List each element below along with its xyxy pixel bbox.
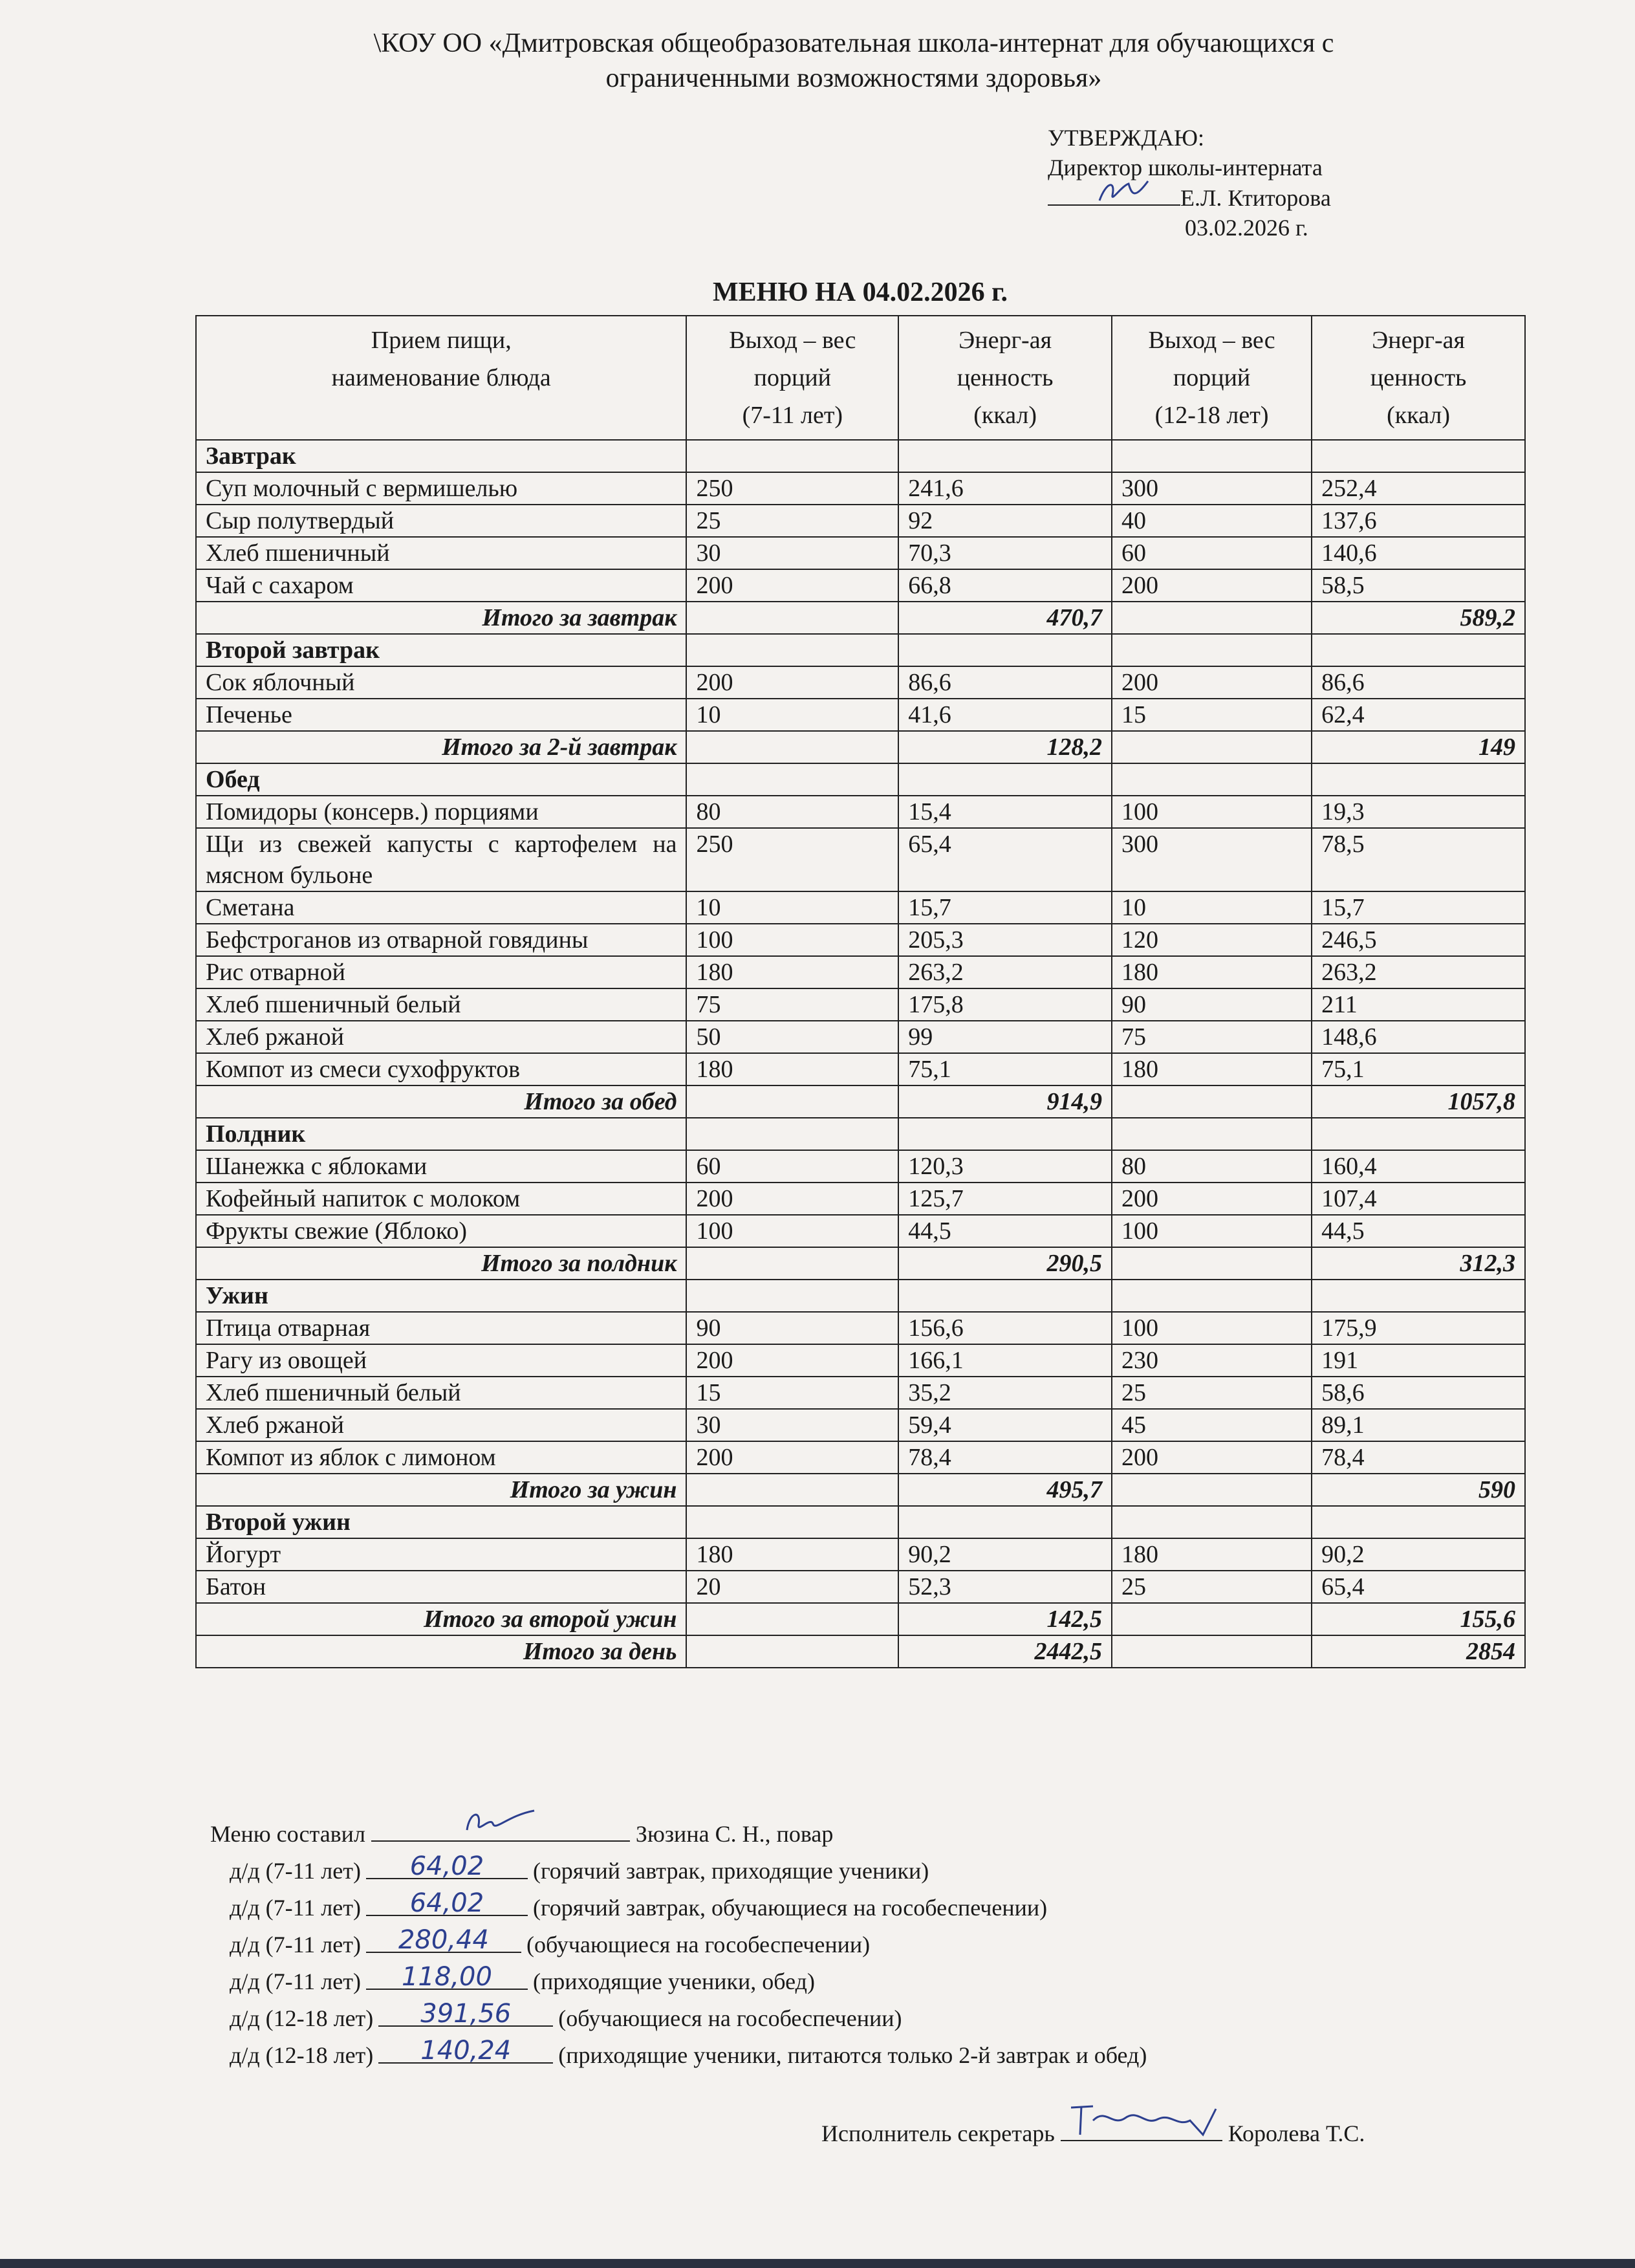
header-line: (12-18 лет) <box>1154 402 1269 429</box>
energy-12-18: 86,6 <box>1312 666 1525 699</box>
section-row <box>196 1280 1525 1312</box>
daily-cost-amount: 280,44 <box>398 1925 489 1955</box>
weight-12-18: 180 <box>1112 1053 1312 1085</box>
table-row <box>196 1183 1525 1215</box>
energy-12-18: 62,4 <box>1312 699 1525 731</box>
header-line: Энерг-ая <box>958 327 1052 354</box>
table-row <box>196 1053 1525 1085</box>
section-row <box>196 440 1525 472</box>
empty-cell <box>686 1118 898 1150</box>
daily-cost-label: д/д (7-11 лет) <box>230 1895 361 1921</box>
weight-12-18: 15 <box>1112 699 1312 731</box>
weight-7-11: 180 <box>686 1053 898 1085</box>
empty-cell <box>1112 634 1312 666</box>
total-energy-7-11: 470,7 <box>898 602 1112 634</box>
table-row <box>196 1150 1525 1183</box>
energy-7-11: 263,2 <box>898 956 1112 988</box>
daily-cost-label: д/д (12-18 лет) <box>230 2042 374 2068</box>
energy-12-18: 252,4 <box>1312 472 1525 505</box>
header-line: Выход – вес <box>1148 327 1275 354</box>
daily-cost-note: (горячий завтрак, обучающиеся на гособеспечении) <box>532 1895 1048 1921</box>
empty-cell <box>686 1280 898 1312</box>
empty-cell <box>1112 440 1312 472</box>
empty-cell <box>1112 1603 1312 1635</box>
empty-cell <box>898 763 1112 796</box>
empty-cell <box>1312 634 1525 666</box>
daily-cost-blank <box>366 1889 528 1916</box>
approval-heading: УТВЕРЖДАЮ: <box>1048 125 1205 151</box>
day-total-label: Итого за день <box>196 1635 686 1668</box>
composed-row <box>210 1815 1147 1852</box>
weight-7-11: 180 <box>686 1538 898 1571</box>
empty-cell <box>1112 602 1312 634</box>
energy-12-18: 191 <box>1312 1344 1525 1377</box>
section-total-row <box>196 602 1525 634</box>
energy-12-18: 175,9 <box>1312 1312 1525 1344</box>
table-row <box>196 1021 1525 1053</box>
daily-cost-rows <box>210 1852 1147 2073</box>
empty-cell <box>1312 763 1525 796</box>
daily-cost-label: д/д (12-18 лет) <box>230 2005 374 2031</box>
weight-7-11: 250 <box>686 472 898 505</box>
table-row <box>196 1377 1525 1409</box>
weight-7-11: 25 <box>686 505 898 537</box>
total-energy-12-18: 155,6 <box>1312 1603 1525 1635</box>
section-total-row <box>196 1247 1525 1280</box>
energy-12-18: 148,6 <box>1312 1021 1525 1053</box>
dish-name: Фрукты свежие (Яблоко) <box>196 1215 686 1247</box>
energy-7-11: 52,3 <box>898 1571 1112 1603</box>
section-total-row <box>196 1603 1525 1635</box>
energy-7-11: 41,6 <box>898 699 1112 731</box>
empty-cell <box>898 1280 1112 1312</box>
daily-cost-label: д/д (7-11 лет) <box>230 1968 361 1994</box>
weight-12-18: 10 <box>1112 891 1312 924</box>
header-energy-7-11 <box>898 316 1112 440</box>
approval-block <box>1048 123 1331 243</box>
empty-cell <box>1312 1280 1525 1312</box>
organization-line-2: ограниченными возможностями здоровья» <box>605 63 1102 93</box>
energy-7-11: 35,2 <box>898 1377 1112 1409</box>
day-total-row <box>196 1635 1525 1668</box>
table-row <box>196 1538 1525 1571</box>
empty-cell <box>1112 1506 1312 1538</box>
energy-12-18: 78,4 <box>1312 1441 1525 1474</box>
weight-12-18: 200 <box>1112 1183 1312 1215</box>
energy-12-18: 65,4 <box>1312 1571 1525 1603</box>
empty-cell <box>1112 1280 1312 1312</box>
empty-cell <box>1312 1118 1525 1150</box>
energy-7-11: 15,4 <box>898 796 1112 828</box>
empty-cell <box>1312 1506 1525 1538</box>
header-weight-12-18 <box>1112 316 1312 440</box>
weight-7-11: 200 <box>686 1344 898 1377</box>
organization-line-1: \КОУ ОО «Дмитровская общеобразовательная школа-интернат для обучающихся с <box>373 28 1334 58</box>
empty-cell <box>686 1474 898 1506</box>
weight-12-18: 75 <box>1112 1021 1312 1053</box>
daily-cost-note: (приходящие ученики, питаются только 2-й завтрак и обед) <box>558 2042 1147 2068</box>
energy-7-11: 92 <box>898 505 1112 537</box>
weight-7-11: 200 <box>686 1183 898 1215</box>
total-energy-12-18: 590 <box>1312 1474 1525 1506</box>
empty-cell <box>1112 1247 1312 1280</box>
header-weight-7-11 <box>686 316 898 440</box>
section-name: Ужин <box>196 1280 686 1312</box>
total-energy-12-18: 312,3 <box>1312 1247 1525 1280</box>
table-row <box>196 666 1525 699</box>
weight-7-11: 75 <box>686 988 898 1021</box>
approval-position: Директор школы-интерната <box>1048 155 1323 180</box>
total-label: Итого за обед <box>196 1085 686 1118</box>
table-row <box>196 537 1525 569</box>
weight-12-18: 25 <box>1112 1571 1312 1603</box>
composer-signature-mark <box>462 1804 539 1839</box>
dish-name: Щи из свежей капусты с картофелем на мясном бульоне <box>196 828 686 891</box>
executor-label: Исполнитель секретарь <box>821 2121 1055 2146</box>
daily-cost-blank <box>366 1926 521 1953</box>
energy-7-11: 75,1 <box>898 1053 1112 1085</box>
energy-7-11: 205,3 <box>898 924 1112 956</box>
energy-12-18: 140,6 <box>1312 537 1525 569</box>
dish-name: Хлеб пшеничный <box>196 537 686 569</box>
table-row <box>196 569 1525 602</box>
energy-12-18: 58,6 <box>1312 1377 1525 1409</box>
empty-cell <box>686 763 898 796</box>
weight-12-18: 100 <box>1112 1312 1312 1344</box>
empty-cell <box>686 1635 898 1668</box>
director-signature <box>1048 182 1180 206</box>
energy-12-18: 246,5 <box>1312 924 1525 956</box>
executor-row <box>821 2114 1365 2147</box>
dish-name: Йогурт <box>196 1538 686 1571</box>
dish-name: Птица отварная <box>196 1312 686 1344</box>
header-line: ценность <box>1370 364 1467 391</box>
energy-7-11: 59,4 <box>898 1409 1112 1441</box>
daily-cost-row <box>210 1852 1147 1889</box>
table-row <box>196 891 1525 924</box>
header-line: Выход – вес <box>729 327 856 354</box>
weight-7-11: 90 <box>686 1312 898 1344</box>
weight-12-18: 200 <box>1112 1441 1312 1474</box>
energy-7-11: 86,6 <box>898 666 1112 699</box>
energy-7-11: 65,4 <box>898 828 1112 891</box>
dish-name: Хлеб пшеничный белый <box>196 1377 686 1409</box>
total-label: Итого за ужин <box>196 1474 686 1506</box>
executor-signature-mark <box>1067 2095 1222 2140</box>
table-row <box>196 1215 1525 1247</box>
energy-7-11: 44,5 <box>898 1215 1112 1247</box>
total-label: Итого за второй ужин <box>196 1603 686 1635</box>
dish-name: Хлеб ржаной <box>196 1021 686 1053</box>
energy-12-18: 89,1 <box>1312 1409 1525 1441</box>
daily-cost-row <box>210 1889 1147 1926</box>
daily-cost-blank <box>366 1963 528 1990</box>
weight-12-18: 230 <box>1112 1344 1312 1377</box>
weight-7-11: 80 <box>686 796 898 828</box>
daily-cost-note: (обучающиеся на гособеспечении) <box>526 1932 871 1957</box>
energy-7-11: 70,3 <box>898 537 1112 569</box>
executor-name: Королева Т.С. <box>1228 2121 1365 2146</box>
dish-name: Компот из яблок с лимоном <box>196 1441 686 1474</box>
empty-cell <box>686 1506 898 1538</box>
empty-cell <box>686 634 898 666</box>
table-row <box>196 1344 1525 1377</box>
section-name: Второй завтрак <box>196 634 686 666</box>
daily-cost-row <box>210 2036 1147 2073</box>
total-energy-12-18: 149 <box>1312 731 1525 763</box>
section-row <box>196 1506 1525 1538</box>
table-row <box>196 796 1525 828</box>
dish-name: Рагу из овощей <box>196 1344 686 1377</box>
empty-cell <box>898 1506 1112 1538</box>
approval-date: 03.02.2026 г. <box>1185 215 1308 241</box>
dish-name: Сок яблочный <box>196 666 686 699</box>
dish-name: Компот из смеси сухофруктов <box>196 1053 686 1085</box>
table-row <box>196 699 1525 731</box>
empty-cell <box>686 1247 898 1280</box>
composer-signature <box>371 1815 630 1842</box>
table-row <box>196 472 1525 505</box>
weight-7-11: 20 <box>686 1571 898 1603</box>
weight-12-18: 60 <box>1112 537 1312 569</box>
weight-12-18: 25 <box>1112 1377 1312 1409</box>
weight-7-11: 180 <box>686 956 898 988</box>
table-row <box>196 1312 1525 1344</box>
weight-7-11: 30 <box>686 537 898 569</box>
section-total-row <box>196 1474 1525 1506</box>
empty-cell <box>1112 763 1312 796</box>
total-label: Итого за 2-й завтрак <box>196 731 686 763</box>
empty-cell <box>1112 1118 1312 1150</box>
daily-cost-note: (горячий завтрак, приходящие ученики) <box>532 1858 929 1884</box>
weight-12-18: 120 <box>1112 924 1312 956</box>
energy-12-18: 211 <box>1312 988 1525 1021</box>
dish-name: Батон <box>196 1571 686 1603</box>
director-signature-mark <box>1093 176 1151 208</box>
empty-cell <box>1112 1635 1312 1668</box>
weight-12-18: 100 <box>1112 1215 1312 1247</box>
energy-12-18: 90,2 <box>1312 1538 1525 1571</box>
daily-cost-blank <box>366 1852 528 1879</box>
table-row <box>196 988 1525 1021</box>
daily-cost-amount: 391,56 <box>420 1999 512 2029</box>
dish-name: Печенье <box>196 699 686 731</box>
composed-name: Зюзина С. Н., повар <box>635 1821 834 1847</box>
header-line: (7-11 лет) <box>742 402 843 429</box>
menu-title: МЕНЮ НА 04.02.2026 г. <box>713 278 1008 307</box>
total-energy-7-11: 914,9 <box>898 1085 1112 1118</box>
daily-cost-row <box>210 2000 1147 2036</box>
table-row <box>196 956 1525 988</box>
energy-7-11: 90,2 <box>898 1538 1112 1571</box>
energy-12-18: 44,5 <box>1312 1215 1525 1247</box>
weight-7-11: 60 <box>686 1150 898 1183</box>
section-name: Завтрак <box>196 440 686 472</box>
energy-12-18: 263,2 <box>1312 956 1525 988</box>
energy-7-11: 156,6 <box>898 1312 1112 1344</box>
section-name: Полдник <box>196 1118 686 1150</box>
empty-cell <box>1112 1474 1312 1506</box>
energy-12-18: 78,5 <box>1312 828 1525 891</box>
energy-7-11: 241,6 <box>898 472 1112 505</box>
table-row <box>196 924 1525 956</box>
table-row <box>196 1441 1525 1474</box>
energy-7-11: 120,3 <box>898 1150 1112 1183</box>
daily-cost-amount: 64,02 <box>409 1888 484 1918</box>
weight-7-11: 100 <box>686 924 898 956</box>
energy-12-18: 137,6 <box>1312 505 1525 537</box>
energy-7-11: 125,7 <box>898 1183 1112 1215</box>
header-line: порций <box>1173 364 1251 391</box>
approval-signature-line <box>1048 182 1331 213</box>
empty-cell <box>898 440 1112 472</box>
dish-name: Шанежка с яблоками <box>196 1150 686 1183</box>
executor-signature <box>1061 2114 1222 2141</box>
energy-12-18: 58,5 <box>1312 569 1525 602</box>
daily-cost-row <box>210 1963 1147 2000</box>
energy-7-11: 66,8 <box>898 569 1112 602</box>
total-energy-7-11: 142,5 <box>898 1603 1112 1635</box>
header-line: Энерг-ая <box>1372 327 1466 354</box>
weight-12-18: 80 <box>1112 1150 1312 1183</box>
dish-name: Суп молочный с вермишелью <box>196 472 686 505</box>
dish-name: Хлеб пшеничный белый <box>196 988 686 1021</box>
daily-cost-blank <box>378 2036 553 2064</box>
header-dish <box>196 316 686 440</box>
energy-7-11: 78,4 <box>898 1441 1112 1474</box>
dish-name: Бефстроганов из отварной говядины <box>196 924 686 956</box>
daily-cost-blank <box>378 2000 553 2027</box>
header-dish-line: Прием пищи, <box>371 327 512 354</box>
weight-7-11: 30 <box>686 1409 898 1441</box>
energy-7-11: 175,8 <box>898 988 1112 1021</box>
section-row <box>196 763 1525 796</box>
energy-12-18: 19,3 <box>1312 796 1525 828</box>
day-total-energy-7-11: 2442,5 <box>898 1635 1112 1668</box>
total-label: Итого за завтрак <box>196 602 686 634</box>
weight-12-18: 90 <box>1112 988 1312 1021</box>
empty-cell <box>686 440 898 472</box>
daily-cost-amount: 64,02 <box>409 1851 484 1881</box>
empty-cell <box>686 1603 898 1635</box>
empty-cell <box>898 1118 1112 1150</box>
weight-7-11: 200 <box>686 666 898 699</box>
total-energy-12-18: 1057,8 <box>1312 1085 1525 1118</box>
scan-edge <box>0 2259 1635 2268</box>
energy-7-11: 99 <box>898 1021 1112 1053</box>
empty-cell <box>686 602 898 634</box>
empty-cell <box>1312 440 1525 472</box>
energy-7-11: 15,7 <box>898 891 1112 924</box>
section-row <box>196 634 1525 666</box>
dish-name: Хлеб ржаной <box>196 1409 686 1441</box>
dish-name: Кофейный напиток с молоком <box>196 1183 686 1215</box>
daily-cost-row <box>210 1926 1147 1963</box>
weight-12-18: 200 <box>1112 569 1312 602</box>
empty-cell <box>1112 731 1312 763</box>
weight-7-11: 100 <box>686 1215 898 1247</box>
total-energy-12-18: 589,2 <box>1312 602 1525 634</box>
empty-cell <box>1112 1085 1312 1118</box>
menu-body <box>196 440 1525 1668</box>
table-row <box>196 1409 1525 1441</box>
header-dish-line: наименование блюда <box>331 364 551 391</box>
daily-cost-note: (приходящие ученики, обед) <box>532 1968 815 1994</box>
menu-table <box>195 315 1526 1668</box>
day-total-energy-12-18: 2854 <box>1312 1635 1525 1668</box>
energy-12-18: 107,4 <box>1312 1183 1525 1215</box>
energy-12-18: 75,1 <box>1312 1053 1525 1085</box>
energy-12-18: 15,7 <box>1312 891 1525 924</box>
weight-12-18: 100 <box>1112 796 1312 828</box>
weight-12-18: 45 <box>1112 1409 1312 1441</box>
dish-name: Чай с сахаром <box>196 569 686 602</box>
energy-7-11: 166,1 <box>898 1344 1112 1377</box>
section-name: Второй ужин <box>196 1506 686 1538</box>
header-line: порций <box>753 364 832 391</box>
weight-7-11: 250 <box>686 828 898 891</box>
table-row <box>196 828 1525 891</box>
weight-12-18: 300 <box>1112 828 1312 891</box>
daily-cost-amount: 118,00 <box>401 1962 492 1992</box>
composed-label: Меню составил <box>210 1821 365 1847</box>
section-name: Обед <box>196 763 686 796</box>
header-energy-12-18 <box>1312 316 1525 440</box>
footer-block <box>210 1815 1147 2073</box>
section-total-row <box>196 731 1525 763</box>
total-energy-7-11: 128,2 <box>898 731 1112 763</box>
table-header-row <box>196 316 1525 440</box>
daily-cost-label: д/д (7-11 лет) <box>230 1858 361 1884</box>
daily-cost-note: (обучающиеся на гособеспечении) <box>558 2005 902 2031</box>
dish-name: Рис отварной <box>196 956 686 988</box>
weight-12-18: 40 <box>1112 505 1312 537</box>
weight-7-11: 10 <box>686 699 898 731</box>
daily-cost-amount: 140,24 <box>420 2036 512 2066</box>
table-row <box>196 505 1525 537</box>
weight-7-11: 15 <box>686 1377 898 1409</box>
header-line: (ккал) <box>1387 402 1450 429</box>
section-total-row <box>196 1085 1525 1118</box>
total-energy-7-11: 495,7 <box>898 1474 1112 1506</box>
header-line: ценность <box>957 364 1054 391</box>
weight-12-18: 180 <box>1112 956 1312 988</box>
daily-cost-label: д/д (7-11 лет) <box>230 1932 361 1957</box>
empty-cell <box>686 731 898 763</box>
header-line: (ккал) <box>973 402 1037 429</box>
energy-12-18: 160,4 <box>1312 1150 1525 1183</box>
weight-12-18: 180 <box>1112 1538 1312 1571</box>
weight-7-11: 50 <box>686 1021 898 1053</box>
total-energy-7-11: 290,5 <box>898 1247 1112 1280</box>
weight-12-18: 300 <box>1112 472 1312 505</box>
dish-name: Помидоры (консерв.) порциями <box>196 796 686 828</box>
weight-7-11: 200 <box>686 569 898 602</box>
dish-name: Сыр полутвердый <box>196 505 686 537</box>
organization-header <box>304 26 1403 96</box>
total-label: Итого за полдник <box>196 1247 686 1280</box>
section-row <box>196 1118 1525 1150</box>
dish-name: Сметана <box>196 891 686 924</box>
weight-7-11: 200 <box>686 1441 898 1474</box>
weight-12-18: 200 <box>1112 666 1312 699</box>
table-row <box>196 1571 1525 1603</box>
empty-cell <box>898 634 1112 666</box>
director-name: Е.Л. Ктиторова <box>1180 185 1331 211</box>
empty-cell <box>686 1085 898 1118</box>
weight-7-11: 10 <box>686 891 898 924</box>
